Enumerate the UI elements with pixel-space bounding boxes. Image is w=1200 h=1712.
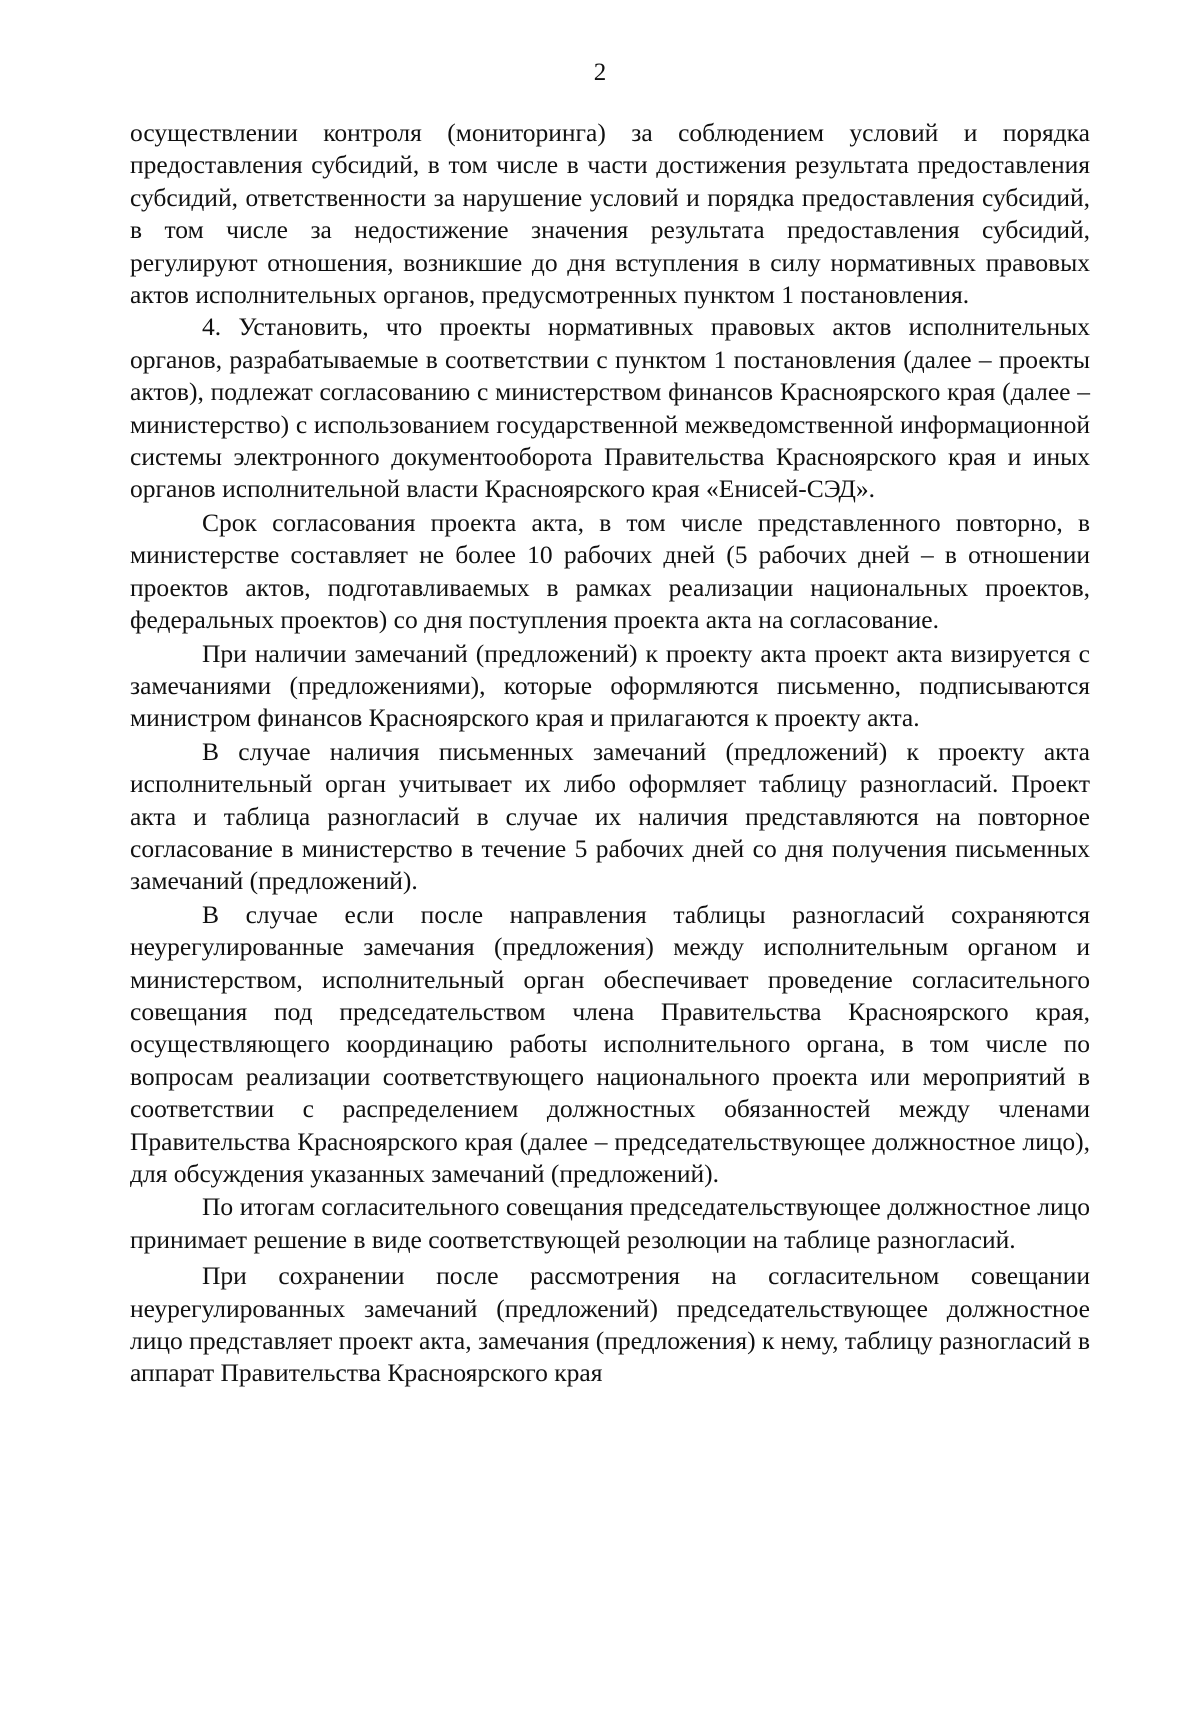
paragraph-item-4: 4. Установить, что проекты нормативных правовых актов исполнительных органов, разрабатываемые в соответствии с пунктом 1 постановления (далее – проекты актов), подлежат согласованию с министерством финансов Красноярского края (далее – министерство) с использованием государственной межведомственной информационной системы электронного документооборота Правительства Красноярского края и иных органов исполнительной власти Красноярского края «Енисей-СЭД».: [130, 312, 1090, 504]
paragraph-unresolved-remarks: При сохранении после рассмотрения на согласительном совещании неурегулированных замечаний (предложений) председательствующее должностное лицо представляет проект акта, замечания (предложения) к нему, таблицу разногласий в аппарат Правительства Красноярского края: [130, 1261, 1090, 1388]
page-number: 2: [593, 59, 607, 86]
paragraph-remarks: При наличии замечаний (предложений) к проекту акта проект акта визируется с замечаниями (предложениями), которые оформляются письменно, подписываются министром финансов Красноярского края и прилагаются к проекту акта.: [130, 638, 1090, 733]
paragraph-approval-term: Срок согласования проекта акта, в том числе представленного повторно, в министерстве составляет не более 10 рабочих дней (5 рабочих дней – в отношении проектов актов, подготавливаемых в рамках реализации национальных проектов, федеральных проектов) со дня поступления проекта акта на согласование.: [130, 507, 1090, 635]
paragraph-meeting-results: По итогам согласительного совещания председательствующее должностное лицо принимает решение в виде соответствующей резолюции на таблице разногласий.: [130, 1192, 1090, 1254]
paragraph-written-remarks: В случае наличия письменных замечаний (предложений) к проекту акта исполнительный орган учитывает их либо оформляет таблицу разногласий. Проект акта и таблица разногласий в случае их наличия представляются на повторное согласование в министерство в течение 5 рабочих дней со дня получения письменных замечаний (предложений).: [130, 736, 1090, 896]
document-body: [130, 117, 1090, 1390]
paragraph-conciliation-meeting: В случае если после направления таблицы разногласий сохраняются неурегулированные замечания (предложения) между исполнительным органом и министерством, исполнительный орган обеспечивает проведение согласительного совещания под председательством члена Правительства Красноярского края, осуществляющего координацию работы исполнительного органа, в том числе по вопросам реализации соответствующего национального проекта или мероприятий в соответствии с распределением должностных обязанностей между членами Правительства Красноярского края (далее – председательствующее должностное лицо), для обсуждения указанных замечаний (предложений).: [130, 899, 1090, 1188]
paragraph-continuation: осуществлении контроля (мониторинга) за соблюдением условий и порядка предоставления субсидий, в том числе в части достижения результата предоставления субсидий, ответственности за нарушение условий и порядка предоставления субсидий, в том числе за недостижение значения результата предоставления субсидий, регулируют отношения, возникшие до дня вступления в силу нормативных правовых актов исполнительных органов, предусмотренных пунктом 1 постановления.: [130, 118, 1090, 310]
